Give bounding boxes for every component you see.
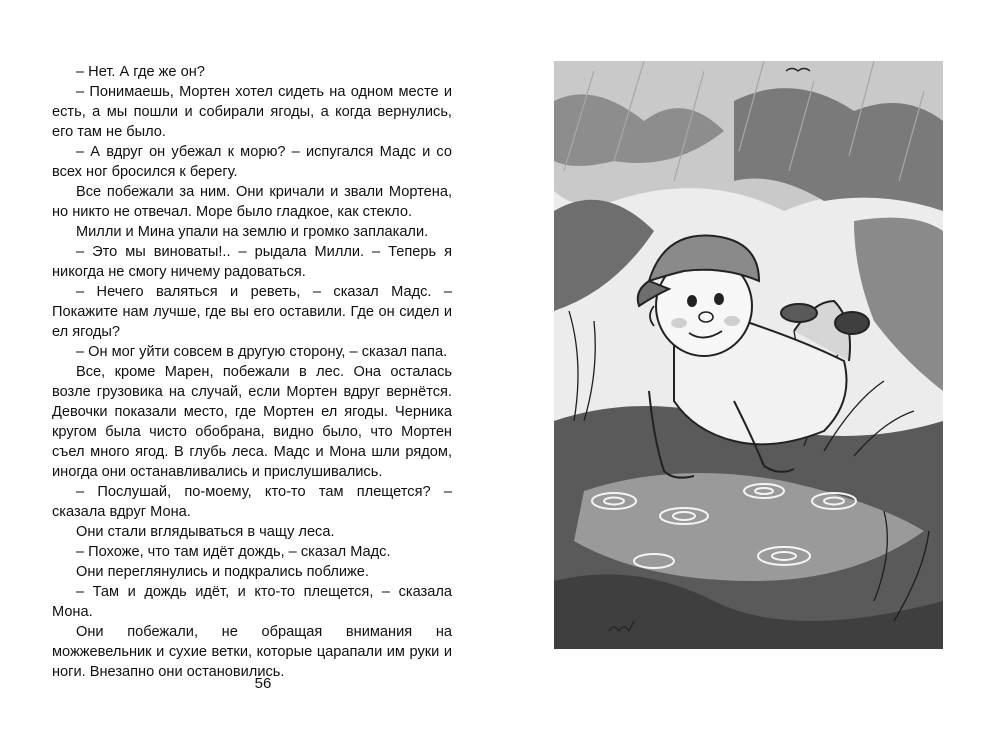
paragraph: – Это мы виноваты!.. – рыдала Милли. – Теперь я никогда не смогу ничему радоваться.	[52, 244, 452, 280]
paragraph: Они переглянулись и подкрались поближе.	[76, 564, 369, 580]
paragraph: Они побежали, не обращая внимания на можжевельник и сухие ветки, которые царапали им руки и ноги. Внезапно они остановились.	[52, 624, 452, 680]
paragraph: – Похоже, что там идёт дождь, – сказал Мадс.	[76, 544, 391, 560]
illustration	[554, 61, 943, 649]
boy-in-rain-drawing	[554, 61, 943, 649]
paragraph: – Нет. А где же он?	[76, 64, 205, 80]
paragraph: – Понимаешь, Мортен хотел сидеть на одном месте и есть, а мы пошли и собирали ягоды, а когда вернулись, его там не было.	[52, 84, 452, 140]
paragraph: – Послушай, по-моему, кто-то там плещется? – сказала вдруг Мона.	[52, 484, 452, 520]
paragraph: – Он мог уйти совсем в другую сторону, – сказал папа.	[76, 344, 448, 360]
paragraph: – Нечего валяться и реветь, – сказал Мадс. – Покажите нам лучше, где вы его оставили. Где он сидел и ел ягоды?	[52, 284, 452, 340]
text-page	[52, 62, 452, 682]
paragraph: Милли и Мина упали на землю и громко заплакали.	[76, 224, 429, 240]
page-number: 56	[254, 675, 272, 692]
paragraph: – А вдруг он убежал к морю? – испугался Мадс и со всех ног бросился к берегу.	[52, 144, 452, 180]
paragraph: Все побежали за ним. Они кричали и звали Мортена, но никто не отвечал. Море было гладкое, как стекло.	[52, 184, 452, 220]
paragraph: Все, кроме Марен, побежали в лес. Она осталась возле грузовика на случай, если Мортен вдруг вернётся. Девочки показали место, где Мортен ел ягоды. Черника кругом была чисто обобрана, видно было, что Мортен съел много ягод. В глубь леса. Мадс и Мона шли рядом, иногда они останавливались и прислушивались.	[52, 364, 452, 480]
paragraph: – Там и дождь идёт, и кто-то плещется, – сказала Мона.	[52, 584, 452, 620]
paragraph: Они стали вглядываться в чащу леса.	[76, 524, 335, 540]
